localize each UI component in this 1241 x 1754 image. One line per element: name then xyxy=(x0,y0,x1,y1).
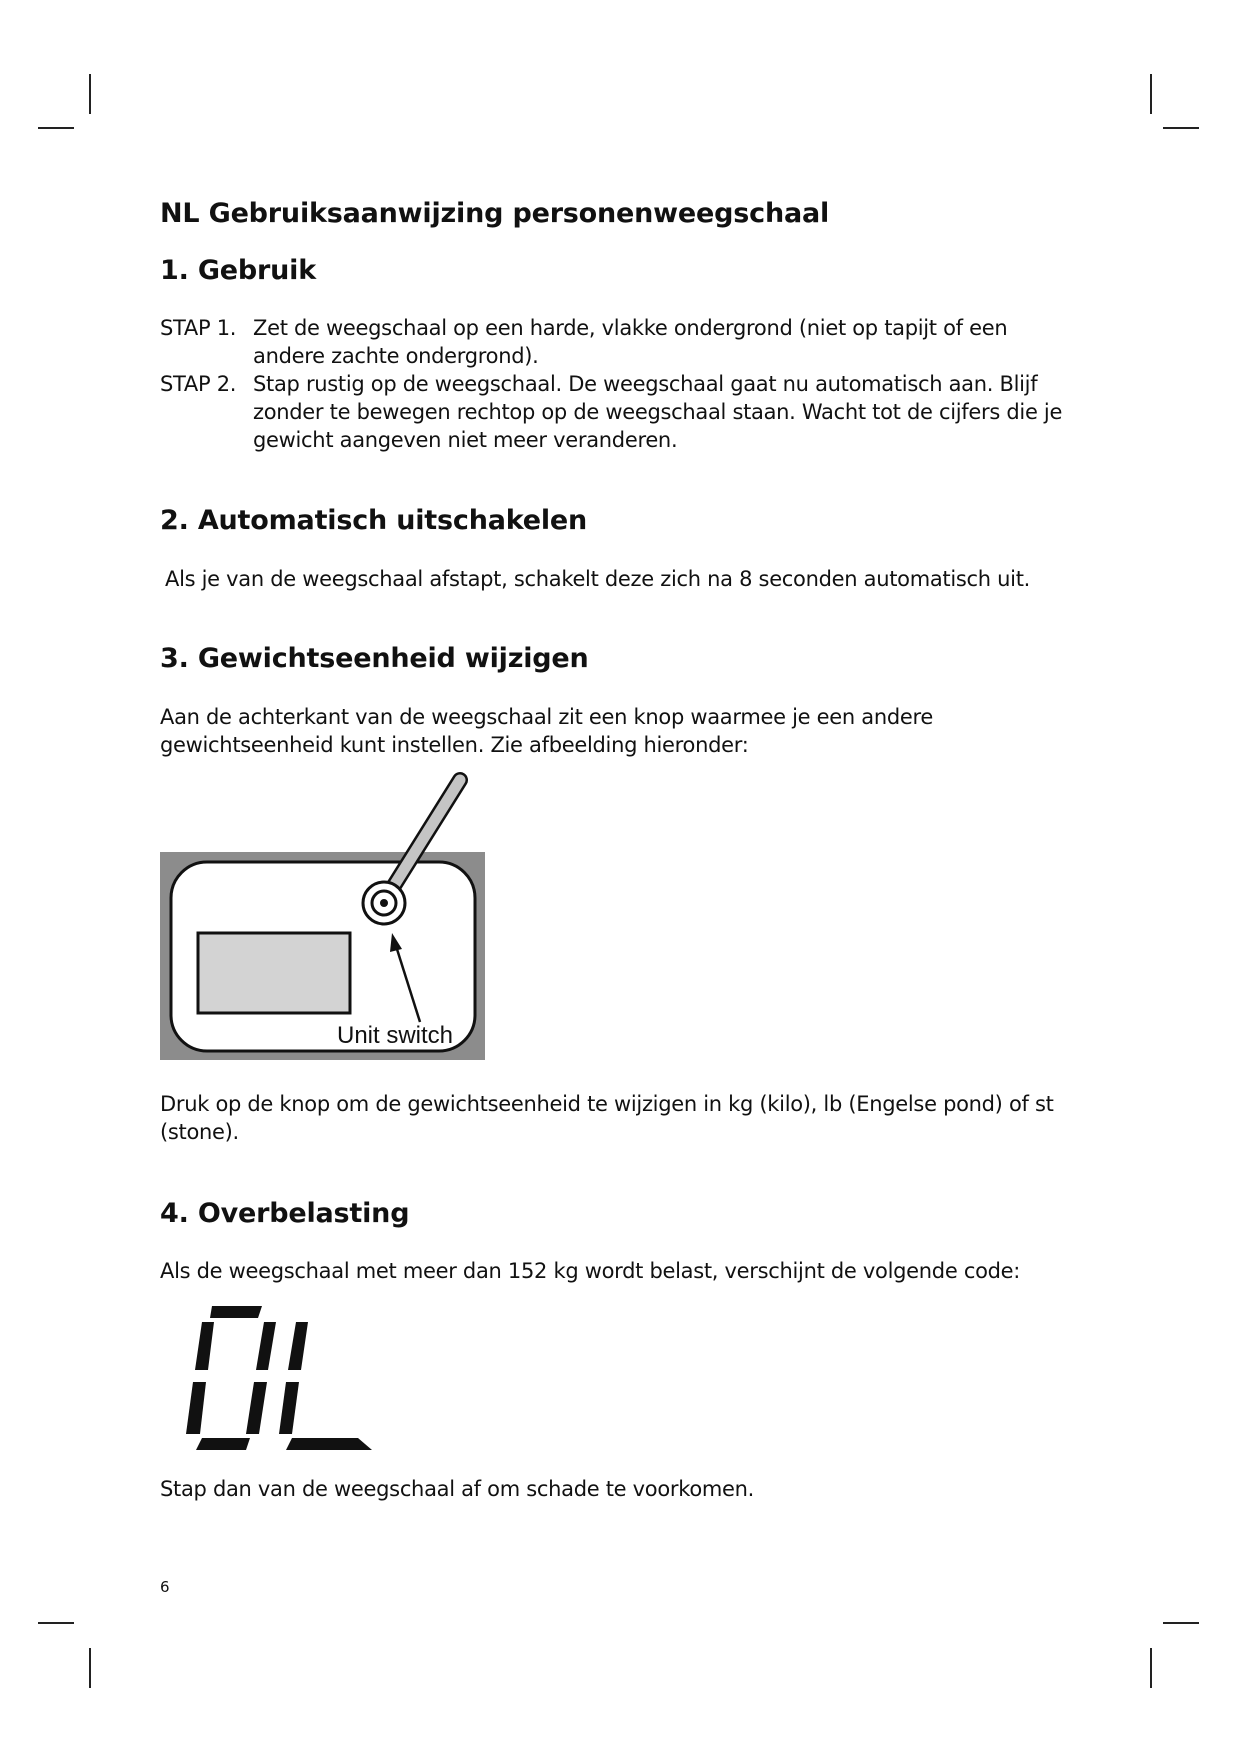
unit-switch-label: Unit switch xyxy=(337,1022,454,1049)
uitschakelen-text: Als je van de weegschaal afstapt, schakelt deze zich na 8 seconden automatisch uit. xyxy=(165,567,1031,591)
battery-compartment xyxy=(198,933,350,1013)
crop-mark-top-left-horizontal xyxy=(38,127,74,129)
section-heading-uitschakelen: 2. Automatisch uitschakelen xyxy=(160,505,588,536)
digit-o-top-segment xyxy=(210,1306,262,1318)
letter-l-upper-segment xyxy=(288,1322,308,1370)
section-heading-eenheid: 3. Gewichtseenheid wijzigen xyxy=(160,643,589,674)
section-heading-gebruik: 1. Gebruik xyxy=(160,255,316,286)
page-title: NL Gebruiksaanwijzing personenweegschaal xyxy=(160,198,830,229)
digit-o-bottom-segment xyxy=(196,1438,250,1450)
crop-mark-bottom-left-horizontal xyxy=(38,1622,74,1624)
digit-o-lower-left-segment xyxy=(186,1382,206,1434)
digit-o-upper-right-segment xyxy=(256,1322,276,1370)
crop-mark-top-left-vertical xyxy=(89,74,91,114)
crop-mark-bottom-right-vertical xyxy=(1150,1648,1152,1688)
overbelasting-after-text: Stap dan van de weegschaal af om schade te voorkomen. xyxy=(160,1477,755,1501)
overload-code-display xyxy=(180,1300,380,1460)
crop-mark-bottom-right-horizontal xyxy=(1163,1622,1199,1624)
crop-mark-top-right-horizontal xyxy=(1163,127,1199,129)
unit-switch-illustration xyxy=(160,770,490,1060)
overbelasting-intro-text: Als de weegschaal met meer dan 152 kg wordt belast, verschijnt de volgende code: xyxy=(160,1259,1021,1283)
crop-mark-top-right-vertical xyxy=(1150,74,1152,114)
digit-o-lower-right-segment xyxy=(246,1382,267,1434)
section-heading-overbelasting: 4. Overbelasting xyxy=(160,1198,410,1229)
letter-l xyxy=(279,1322,372,1450)
letter-l-lower-segment xyxy=(279,1382,299,1434)
crop-mark-bottom-left-vertical xyxy=(89,1648,91,1688)
page-number: 6 xyxy=(160,1578,170,1596)
letter-l-bottom-segment xyxy=(286,1438,372,1450)
step-2-text: Stap rustig op de weegschaal. De weegschaal gaat nu automatisch aan. Blijf zonder te bewegen rechtop op de weegschaal staan. Wacht tot de cijfers die je gewicht aangeven niet meer veranderen. xyxy=(253,372,1063,452)
digit-o-upper-left-segment xyxy=(195,1322,214,1370)
step-1-text: Zet de weegschaal op een harde, vlakke ondergrond (niet op tapijt of een andere zachte ondergrond). xyxy=(253,316,1008,368)
step-2-label: STAP 2. xyxy=(160,372,237,396)
unit-switch-center xyxy=(380,899,388,907)
digit-o xyxy=(186,1306,276,1450)
step-1-label: STAP 1. xyxy=(160,316,237,340)
eenheid-after-text: Druk op de knop om de gewichtseenheid te wijzigen in kg (kilo), lb (Engelse pond) of st (stone). xyxy=(160,1092,1054,1144)
eenheid-intro-text: Aan de achterkant van de weegschaal zit een knop waarmee je een andere gewichtseenheid kunt instellen. Zie afbeelding hieronder: xyxy=(160,705,933,757)
